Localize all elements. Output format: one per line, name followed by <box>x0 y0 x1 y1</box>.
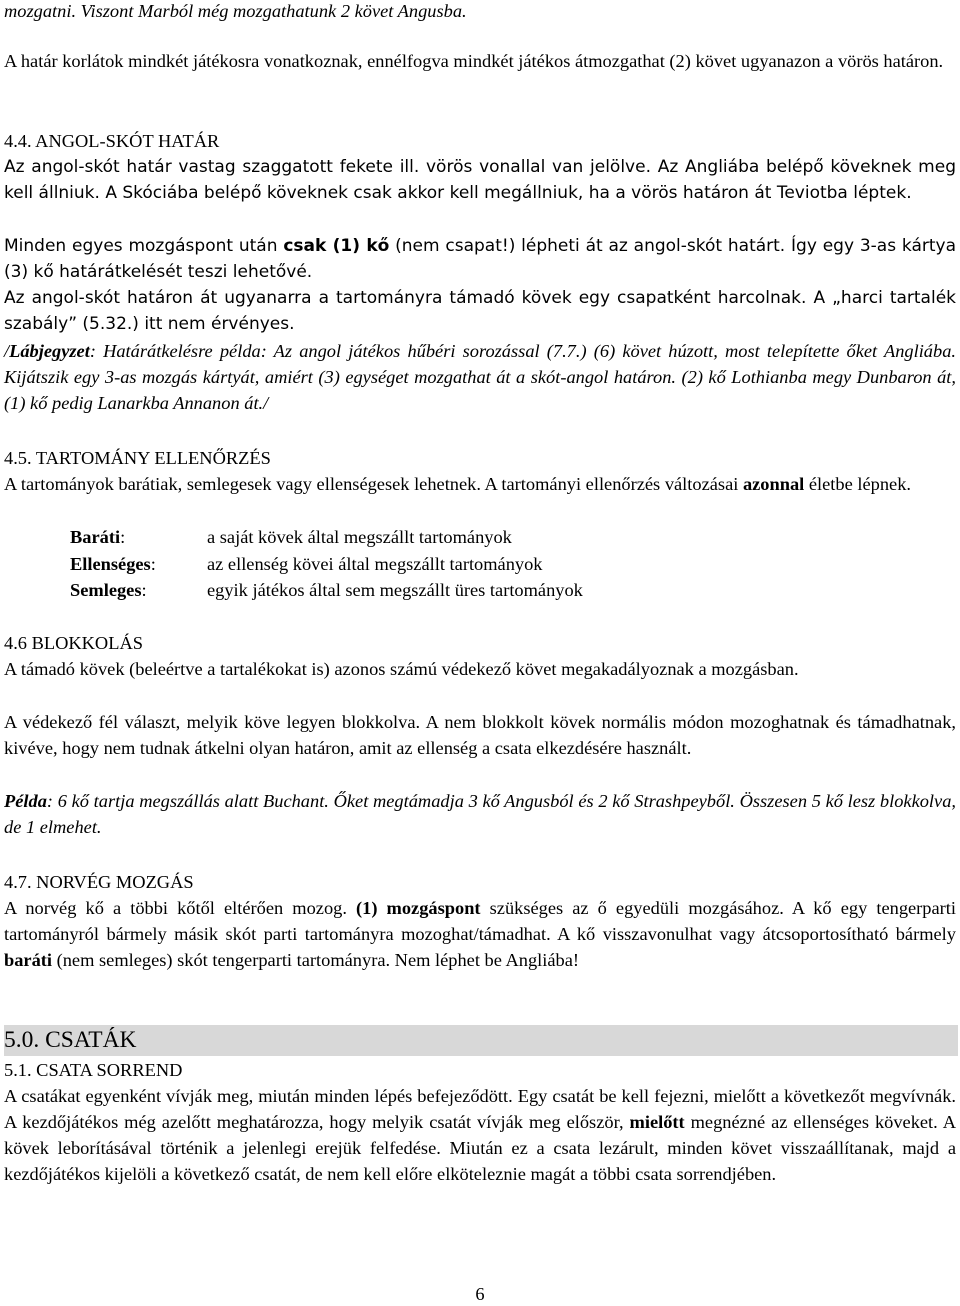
section-4-6-paragraph-2: A védekező fél választ, melyik köve legyen blokkolva. A nem blokkolt kövek normális módon mozoghatnak és támadhatnak, kivéve, hogy nem tudnak átkelni olyan határon, amit az ellenség a csata elkezdésére használt. <box>4 712 956 758</box>
text-run: A norvég kő a többi kőtől eltérően mozog. <box>4 898 357 918</box>
text-run: A tartományok barátiak, semlegesek vagy ellenségesek lehetnek. A tartományi ellenőrzés változásai <box>4 474 743 494</box>
section-4-6-heading: 4.6 BLOKKOLÁS <box>4 633 143 653</box>
definition-text: egyik játékos által sem megszállt üres tartományok <box>207 580 583 600</box>
intro-paragraph: A határ korlátok mindkét játékosra vonatkoznak, ennélfogva mindkét játékos átmozgathat (2) követ ugyanazon a vörös határon. <box>4 51 944 71</box>
section-4-5-heading: 4.5. TARTOMÁNY ELLENŐRZÉS <box>4 448 271 468</box>
section-4-7-heading: 4.7. NORVÉG MOZGÁS <box>4 872 194 892</box>
section-4-4-paragraph-2 <box>4 233 956 285</box>
text-run: : 6 kő tartja megszállás alatt Buchant. Őket megtámadja 3 kő Angusból és 2 kő Strashpeyből. Összesen 5 kő lesz blokkolva, de 1 elmehet. <box>4 791 956 837</box>
bold-run: baráti <box>4 950 53 970</box>
text-run: : Határátkelésre példa: Az angol játékos hűbéri sorozással (7.7.) (6) követ húzott, most telepítette őket Angliába. Kijátszik egy 3-as mozgás kártyát, amiért (3) egységet mozgathat át a skót-angol határon. (2) kő Lothianba megy Dunbaron át, (1) kő pedig Lanarkba Annanon át./ <box>4 341 956 413</box>
section-4-7-paragraph <box>4 895 956 973</box>
definition-text: az ellenség kövei által megszállt tartományok <box>207 554 543 574</box>
bold-run: azonnal <box>742 474 805 494</box>
section-4-6-paragraph-1: A támadó kövek (beleértve a tartalékokat is) azonos számú védekező követ megakadályoznak a mozgásban. <box>4 659 799 679</box>
term: Baráti <box>70 527 121 547</box>
definition-label <box>70 577 207 603</box>
definition-row <box>70 551 543 577</box>
section-4-5-paragraph <box>4 471 956 497</box>
text-run: szükséges az ő egyedüli mozgásához. A kő egy tengerparti tartományról bármely másik skót parti tartományra mozoghat/támadhat. A kő visszavonulhat vagy átcsoportosítható bármely <box>4 898 956 944</box>
colon: : <box>150 554 156 574</box>
term: Ellenséges <box>70 554 151 574</box>
section-4-4-paragraph-3: Az angol-skót határon át ugyanarra a tartományra támadó kövek egy csapatként harcolnak. A „harci tartalék szabály” (5.32.) itt nem érvényes. <box>4 288 956 334</box>
definition-label <box>70 524 207 550</box>
bold-run: Példa <box>4 791 47 811</box>
definition-label <box>70 551 207 577</box>
page-number: 6 <box>475 1284 485 1304</box>
bold-run: Lábjegyzet <box>9 341 90 361</box>
text-run: / <box>4 341 10 361</box>
text-run: A csatákat egyenként vívják meg, miután minden lépés befejeződött. Egy csatát be kell fejezni, mielőtt a következőt megvívnák. A kezdőjátékos még azelőtt meghatározza, hogy melyik csatát vívják meg először, <box>4 1086 956 1132</box>
chapter-5-heading: 5.0. CSATÁK <box>4 1025 958 1056</box>
intro-line: mozgatni. Viszont Marból még mozgathatunk 2 követ Angusba. <box>4 1 467 21</box>
definition-row <box>70 577 583 603</box>
text-run: Minden egyes mozgáspont után <box>4 236 284 256</box>
section-5-1-heading: 5.1. CSATA SORREND <box>4 1060 183 1080</box>
text-run: megnézné az ellenséges köveket. A kövek leborításával történik a jelenlegi erejük felfedése. Miután ez a csata lezárult, minden követ visszaállítanak, majd a kezdőjátékos kijelöli a következő csatát, de nem kell előre elköteleznie magát a többi csata sorrendjében. <box>4 1112 956 1184</box>
colon: : <box>120 527 126 547</box>
section-4-4-footnote <box>4 338 956 416</box>
bold-run: mielőtt <box>629 1112 685 1132</box>
text-run: (nem csapat!) lépheti át az angol-skót határt. Így egy 3-as kártya (3) kő határátkelését teszi lehetővé. <box>4 236 956 282</box>
definition-text: a saját kövek által megszállt tartományok <box>207 527 512 547</box>
text-run: (nem semleges) skót tengerparti tartományra. Nem léphet be Angliába! <box>52 950 580 970</box>
section-5-1-paragraph <box>4 1083 956 1187</box>
section-4-4-heading: 4.4. ANGOL-SKÓT HATÁR <box>4 131 220 151</box>
bold-run: csak (1) kő <box>283 236 390 256</box>
section-4-6-example <box>4 788 956 840</box>
colon: : <box>141 580 147 600</box>
section-4-4-paragraph-1: Az angol-skót határ vastag szaggatott fekete ill. vörös vonallal van jelölve. Az Angliába belépő köveknek meg kell állniuk. A Skóciába belépő köveknek csak akkor kell megállniuk, ha a vörös határon át Teviotba léptek. <box>4 157 956 203</box>
term: Semleges <box>70 580 142 600</box>
definition-row <box>70 524 512 550</box>
text-run: életbe lépnek. <box>804 474 911 494</box>
bold-run: (1) mozgáspont <box>356 898 481 918</box>
